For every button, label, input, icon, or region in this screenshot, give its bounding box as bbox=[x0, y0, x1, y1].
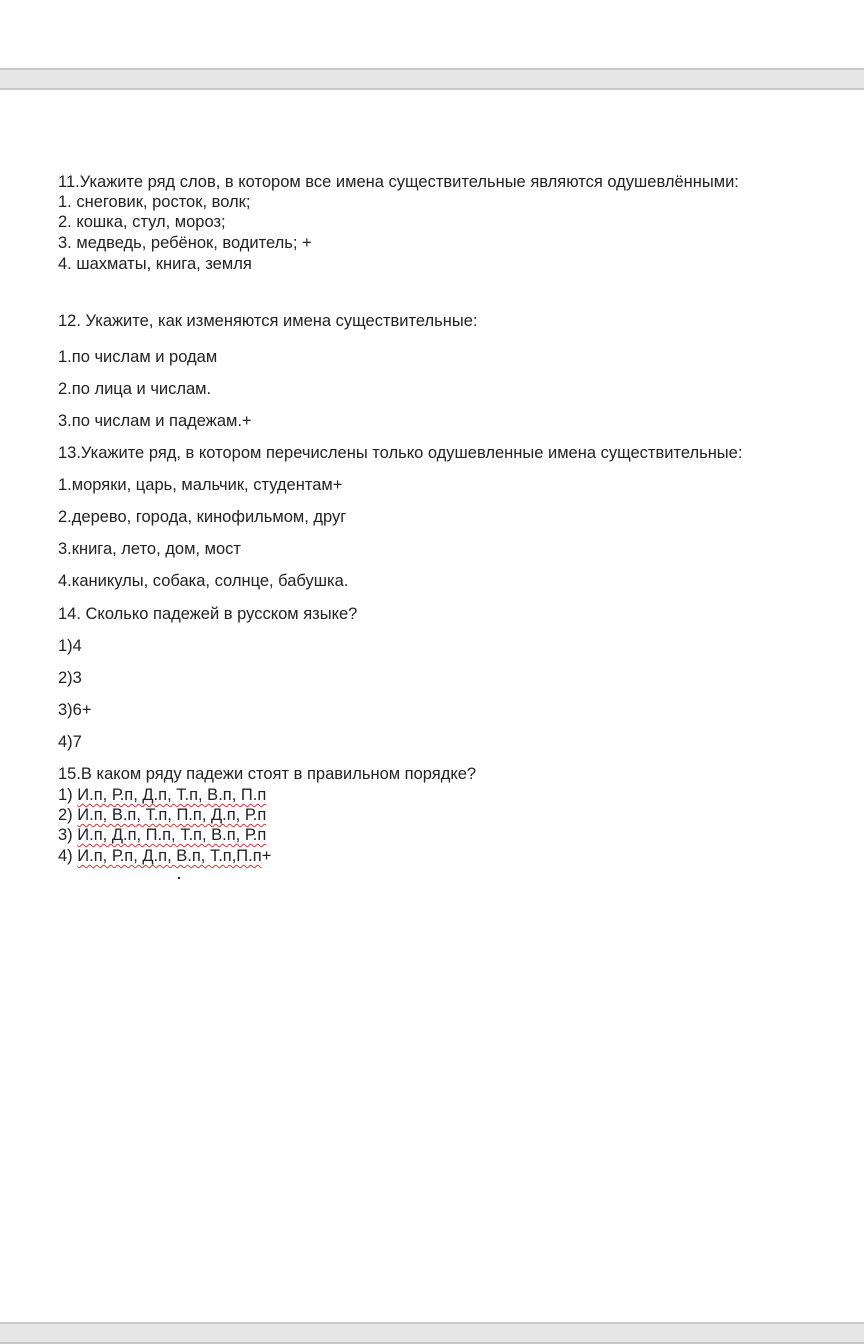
q15-option-3-text: И.п, Д.п, П.п, Т.п, В.п, Р.п bbox=[77, 826, 267, 844]
q11-question: 11.Укажите ряд слов, в котором все имена существительные являются одушевлёнными: bbox=[58, 173, 739, 191]
q12-option-2: 2.по лица и числам. bbox=[58, 380, 212, 398]
q15-option-1-text: И.п, Р.п, Д.п, Т.п, В.п, П.п bbox=[77, 786, 267, 804]
q14-option-2: 2)3 bbox=[58, 669, 82, 687]
q15-option-4-text: И.п, Р.п, Д.п, В.п, Т.п,П.п bbox=[77, 847, 262, 865]
q14-option-3: 3)6+ bbox=[58, 701, 92, 719]
q11-option-2: 2. кошка, стул, мороз; bbox=[58, 213, 226, 231]
q15-question: 15.В каком ряду падежи стоят в правильном порядке? bbox=[58, 765, 477, 783]
q15-option-4-number: 4) bbox=[58, 847, 78, 865]
q11-option-4: 4. шахматы, книга, земля bbox=[58, 255, 252, 273]
q11-option-3: 3. медведь, ребёнок, водитель; + bbox=[58, 234, 312, 252]
q13-option-2: 2.дерево, города, кинофильмом, друг bbox=[58, 508, 347, 526]
q12-question: 12. Укажите, как изменяются имена существительные: bbox=[58, 312, 478, 330]
q13-question: 13.Укажите ряд, в котором перечислены только одушевленные имена существительные: bbox=[58, 444, 743, 462]
q13-option-4: 4.каникулы, собака, солнце, бабушка. bbox=[58, 572, 349, 590]
viewer-bottom-divider bbox=[0, 1322, 864, 1344]
q15-option-3 bbox=[58, 825, 266, 845]
q13-option-1: 1.моряки, царь, мальчик, студентам+ bbox=[58, 476, 343, 494]
q11-option-1: 1. снеговик, росток, волк; bbox=[58, 193, 251, 211]
q13-option-3: 3.книга, лето, дом, мост bbox=[58, 540, 241, 558]
q15-option-4 bbox=[58, 846, 271, 866]
q12-option-1: 1.по числам и родам bbox=[58, 348, 218, 366]
q15-option-2 bbox=[58, 805, 266, 825]
q15-option-1-number: 1) bbox=[58, 786, 78, 804]
viewer-top-divider bbox=[0, 68, 864, 90]
q15-option-1 bbox=[58, 785, 266, 805]
q14-option-4: 4)7 bbox=[58, 733, 82, 751]
q14-question: 14. Сколько падежей в русском языке? bbox=[58, 605, 358, 623]
q12-option-3: 3.по числам и падежам.+ bbox=[58, 412, 252, 430]
stray-dot bbox=[178, 877, 180, 879]
q15-option-2-number: 2) bbox=[58, 806, 78, 824]
q15-option-2-text: И.п, В.п, Т.п, П.п, Д.п, Р.п bbox=[77, 806, 267, 824]
q15-option-4-mark: + bbox=[261, 847, 272, 865]
q14-option-1: 1)4 bbox=[58, 637, 82, 655]
q15-option-3-number: 3) bbox=[58, 826, 78, 844]
